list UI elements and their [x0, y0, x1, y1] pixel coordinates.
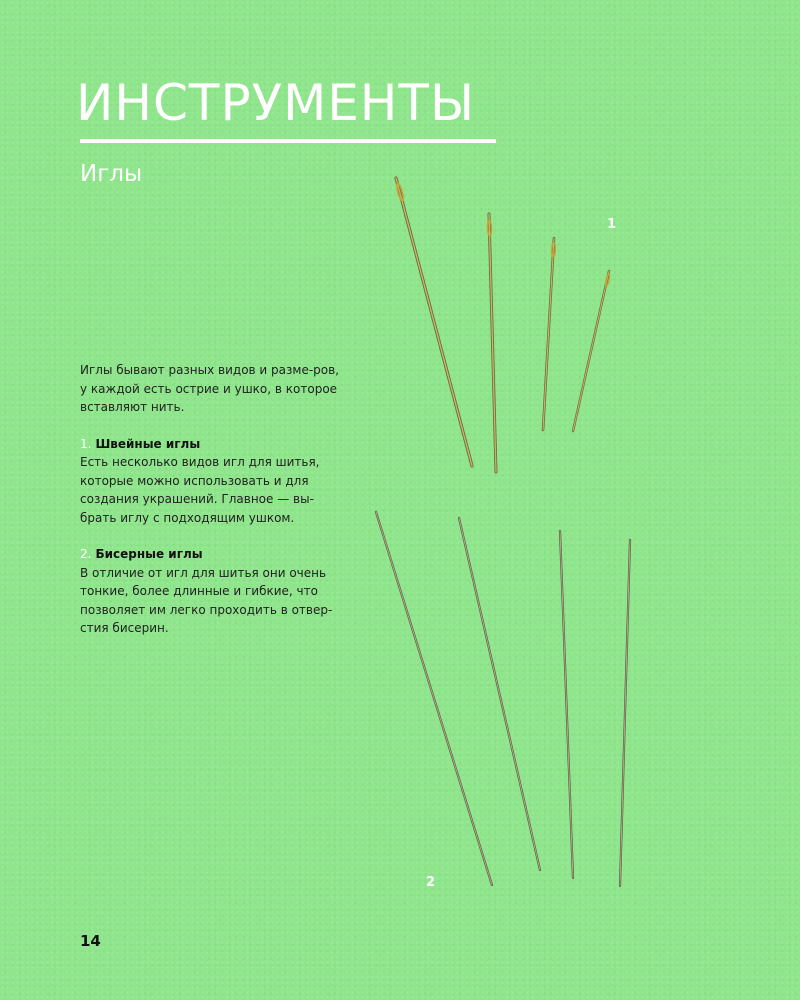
intro-paragraph: Иглы бывают разных видов и разме-ров, у каждой есть острие и ушко, в которое вставляют нить. [80, 363, 340, 414]
page-title: ИНСТРУМЕНТЫ [76, 74, 476, 132]
item-description: В отличие от игл для шитья они очень тонкие, более длинные и гибкие, что позволяет им легко проходить в отвер-стия бисерин. [80, 565, 333, 635]
item-number: 2. [80, 547, 92, 561]
bead-needle-icon [560, 531, 573, 878]
figure-label-sewing-needles: 1 [607, 217, 617, 232]
bead-needle-icon [376, 512, 492, 885]
bead-needle-icon [620, 540, 630, 886]
section-title: Иглы [80, 161, 143, 187]
bead-needles-group [376, 512, 630, 886]
sewing-needle-icon [396, 178, 472, 466]
item-description: Есть несколько видов игл для шитья, которые можно использовать и для создания украшений. Главное — вы-брать иглу с подходящим ушком. [80, 455, 320, 525]
figure-label-bead-needles: 2 [426, 875, 436, 890]
sewing-needles-group [396, 178, 611, 472]
sewing-needle-icon [543, 238, 556, 430]
item-title: Бисерные иглы [95, 547, 203, 561]
sewing-needle-icon [573, 271, 610, 431]
item-title: Швейные иглы [95, 436, 201, 451]
page-number: 14 [80, 932, 101, 950]
sewing-needle-icon [487, 214, 496, 472]
item-number: 1. [80, 436, 92, 451]
